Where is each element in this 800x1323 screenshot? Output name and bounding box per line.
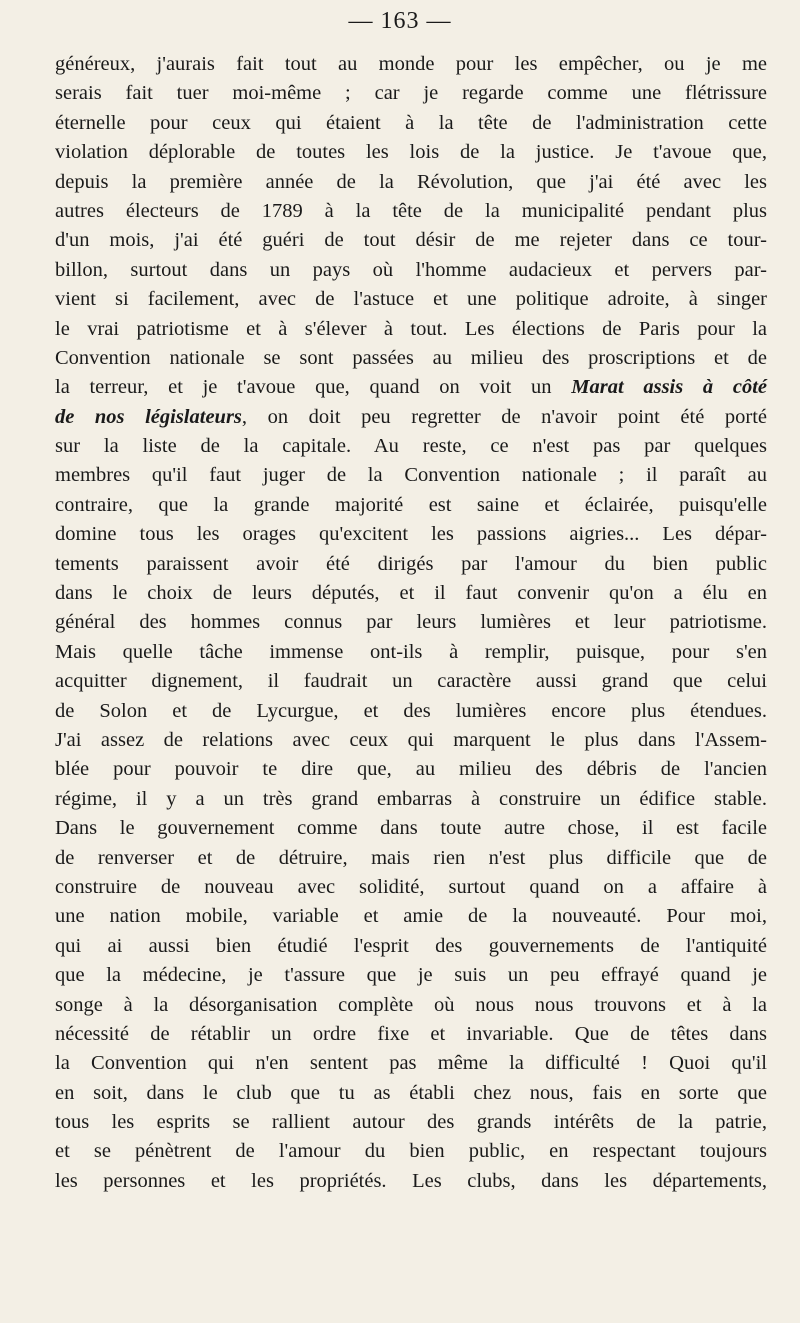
- text-line-with-italic: [55, 403, 767, 432]
- text-line: les personnes et les propriétés. Les clubs, dans les départements,: [55, 1169, 767, 1192]
- text-line: violation déplorable de toutes les lois de la justice. Je t'avoue que,: [55, 141, 767, 164]
- text-line: tous les esprits se rallient autour des grands intérêts de la patrie,: [55, 1111, 767, 1134]
- text-line: domine tous les orages qu'excitent les passions aigries... Les dépar-: [55, 523, 767, 546]
- text-line: en soit, dans le club que tu as établi chez nous, fais en sorte que: [55, 1081, 767, 1104]
- text-segment: , on doit peu regretter de n'avoir point été porté: [241, 405, 767, 428]
- text-segment: la terreur, et je t'avoue que, quand on voit un: [55, 376, 572, 399]
- italic-phrase: de nos législateurs: [55, 405, 242, 428]
- text-line: sur la liste de la capitale. Au reste, ce n'est pas par quelques: [55, 435, 767, 458]
- text-line: [55, 1196, 767, 1225]
- text-line: nécessité de rétablir un ordre fixe et invariable. Que de têtes dans: [55, 1022, 767, 1045]
- text-line: Mais quelle tâche immense ont-ils à remplir, puisque, pour s'en: [55, 640, 767, 663]
- text-line: une nation mobile, variable et amie de la nouveauté. Pour moi,: [55, 905, 767, 928]
- page-number: — 163 —: [348, 8, 452, 34]
- text-line: construire de nouveau avec solidité, surtout quand on a affaire à: [55, 875, 767, 898]
- text-line: membres qu'il faut juger de la Convention nationale ; il paraît au: [55, 464, 767, 487]
- text-line: régime, il y a un très grand embarras à construire un édifice stable.: [55, 787, 767, 810]
- text-line: Convention nationale se sont passées au milieu des proscriptions et de: [55, 346, 767, 369]
- text-line: qui ai aussi bien étudié l'esprit des gouvernements de l'antiquité: [55, 934, 767, 957]
- text-line: de renverser et de détruire, mais rien n'est plus difficile que de: [55, 846, 767, 869]
- text-line: généreux, j'aurais fait tout au monde pour les empêcher, ou je me: [55, 53, 767, 75]
- text-line: de Solon et de Lycurgue, et des lumières encore plus étendues.: [55, 699, 767, 722]
- text-line: contraire, que la grande majorité est saine et éclairée, puisqu'elle: [55, 493, 767, 516]
- text-line: Dans le gouvernement comme dans toute autre chose, il est facile: [55, 817, 767, 840]
- body-text: [55, 50, 767, 1255]
- text-line: [55, 1226, 767, 1255]
- text-line: la Convention qui n'en sentent pas même la difficulté ! Quoi qu'il: [55, 1052, 767, 1075]
- text-line: général des hommes connus par leurs lumières et leur patriotisme.: [55, 611, 767, 634]
- text-line: et se pénètrent de l'amour du bien public, en respectant toujours: [55, 1140, 767, 1163]
- text-line: tements paraissent avoir été dirigés par l'amour du bien public: [55, 552, 767, 575]
- text-line: acquitter dignement, il faudrait un caractère aussi grand que celui: [55, 670, 767, 693]
- text-line: songe à la désorganisation complète où nous nous trouvons et à la: [55, 993, 767, 1016]
- text-line: éternelle pour ceux qui étaient à la tête de l'administration cette: [55, 111, 767, 134]
- text-line: depuis la première année de la Révolution, que j'ai été avec les: [55, 170, 767, 193]
- text-line: d'un mois, j'ai été guéri de tout désir de me rejeter dans ce tour-: [55, 229, 767, 252]
- text-line: J'ai assez de relations avec ceux qui marquent le plus dans l'Assem-: [55, 728, 767, 751]
- text-line: vient si facilement, avec de l'astuce et une politique adroite, à singer: [55, 288, 767, 311]
- text-line: autres électeurs de 1789 à la tête de la municipalité pendant plus: [55, 199, 767, 222]
- text-line: que la médecine, je t'assure que je suis un peu effrayé quand je: [55, 964, 767, 987]
- text-line: billon, surtout dans un pays où l'homme audacieux et pervers par-: [55, 258, 767, 281]
- text-line-with-italic: [55, 373, 767, 402]
- text-line: dans le choix de leurs députés, et il faut convenir qu'on a élu en: [55, 582, 767, 605]
- text-line: serais fait tuer moi-même ; car je regarde comme une flétrissure: [55, 82, 767, 105]
- text-line: le vrai patriotisme et à s'élever à tout. Les élections de Paris pour la: [55, 317, 767, 340]
- text-line: blée pour pouvoir te dire que, au milieu des débris de l'ancien: [55, 758, 767, 781]
- italic-phrase: Marat assis à côté: [571, 376, 767, 399]
